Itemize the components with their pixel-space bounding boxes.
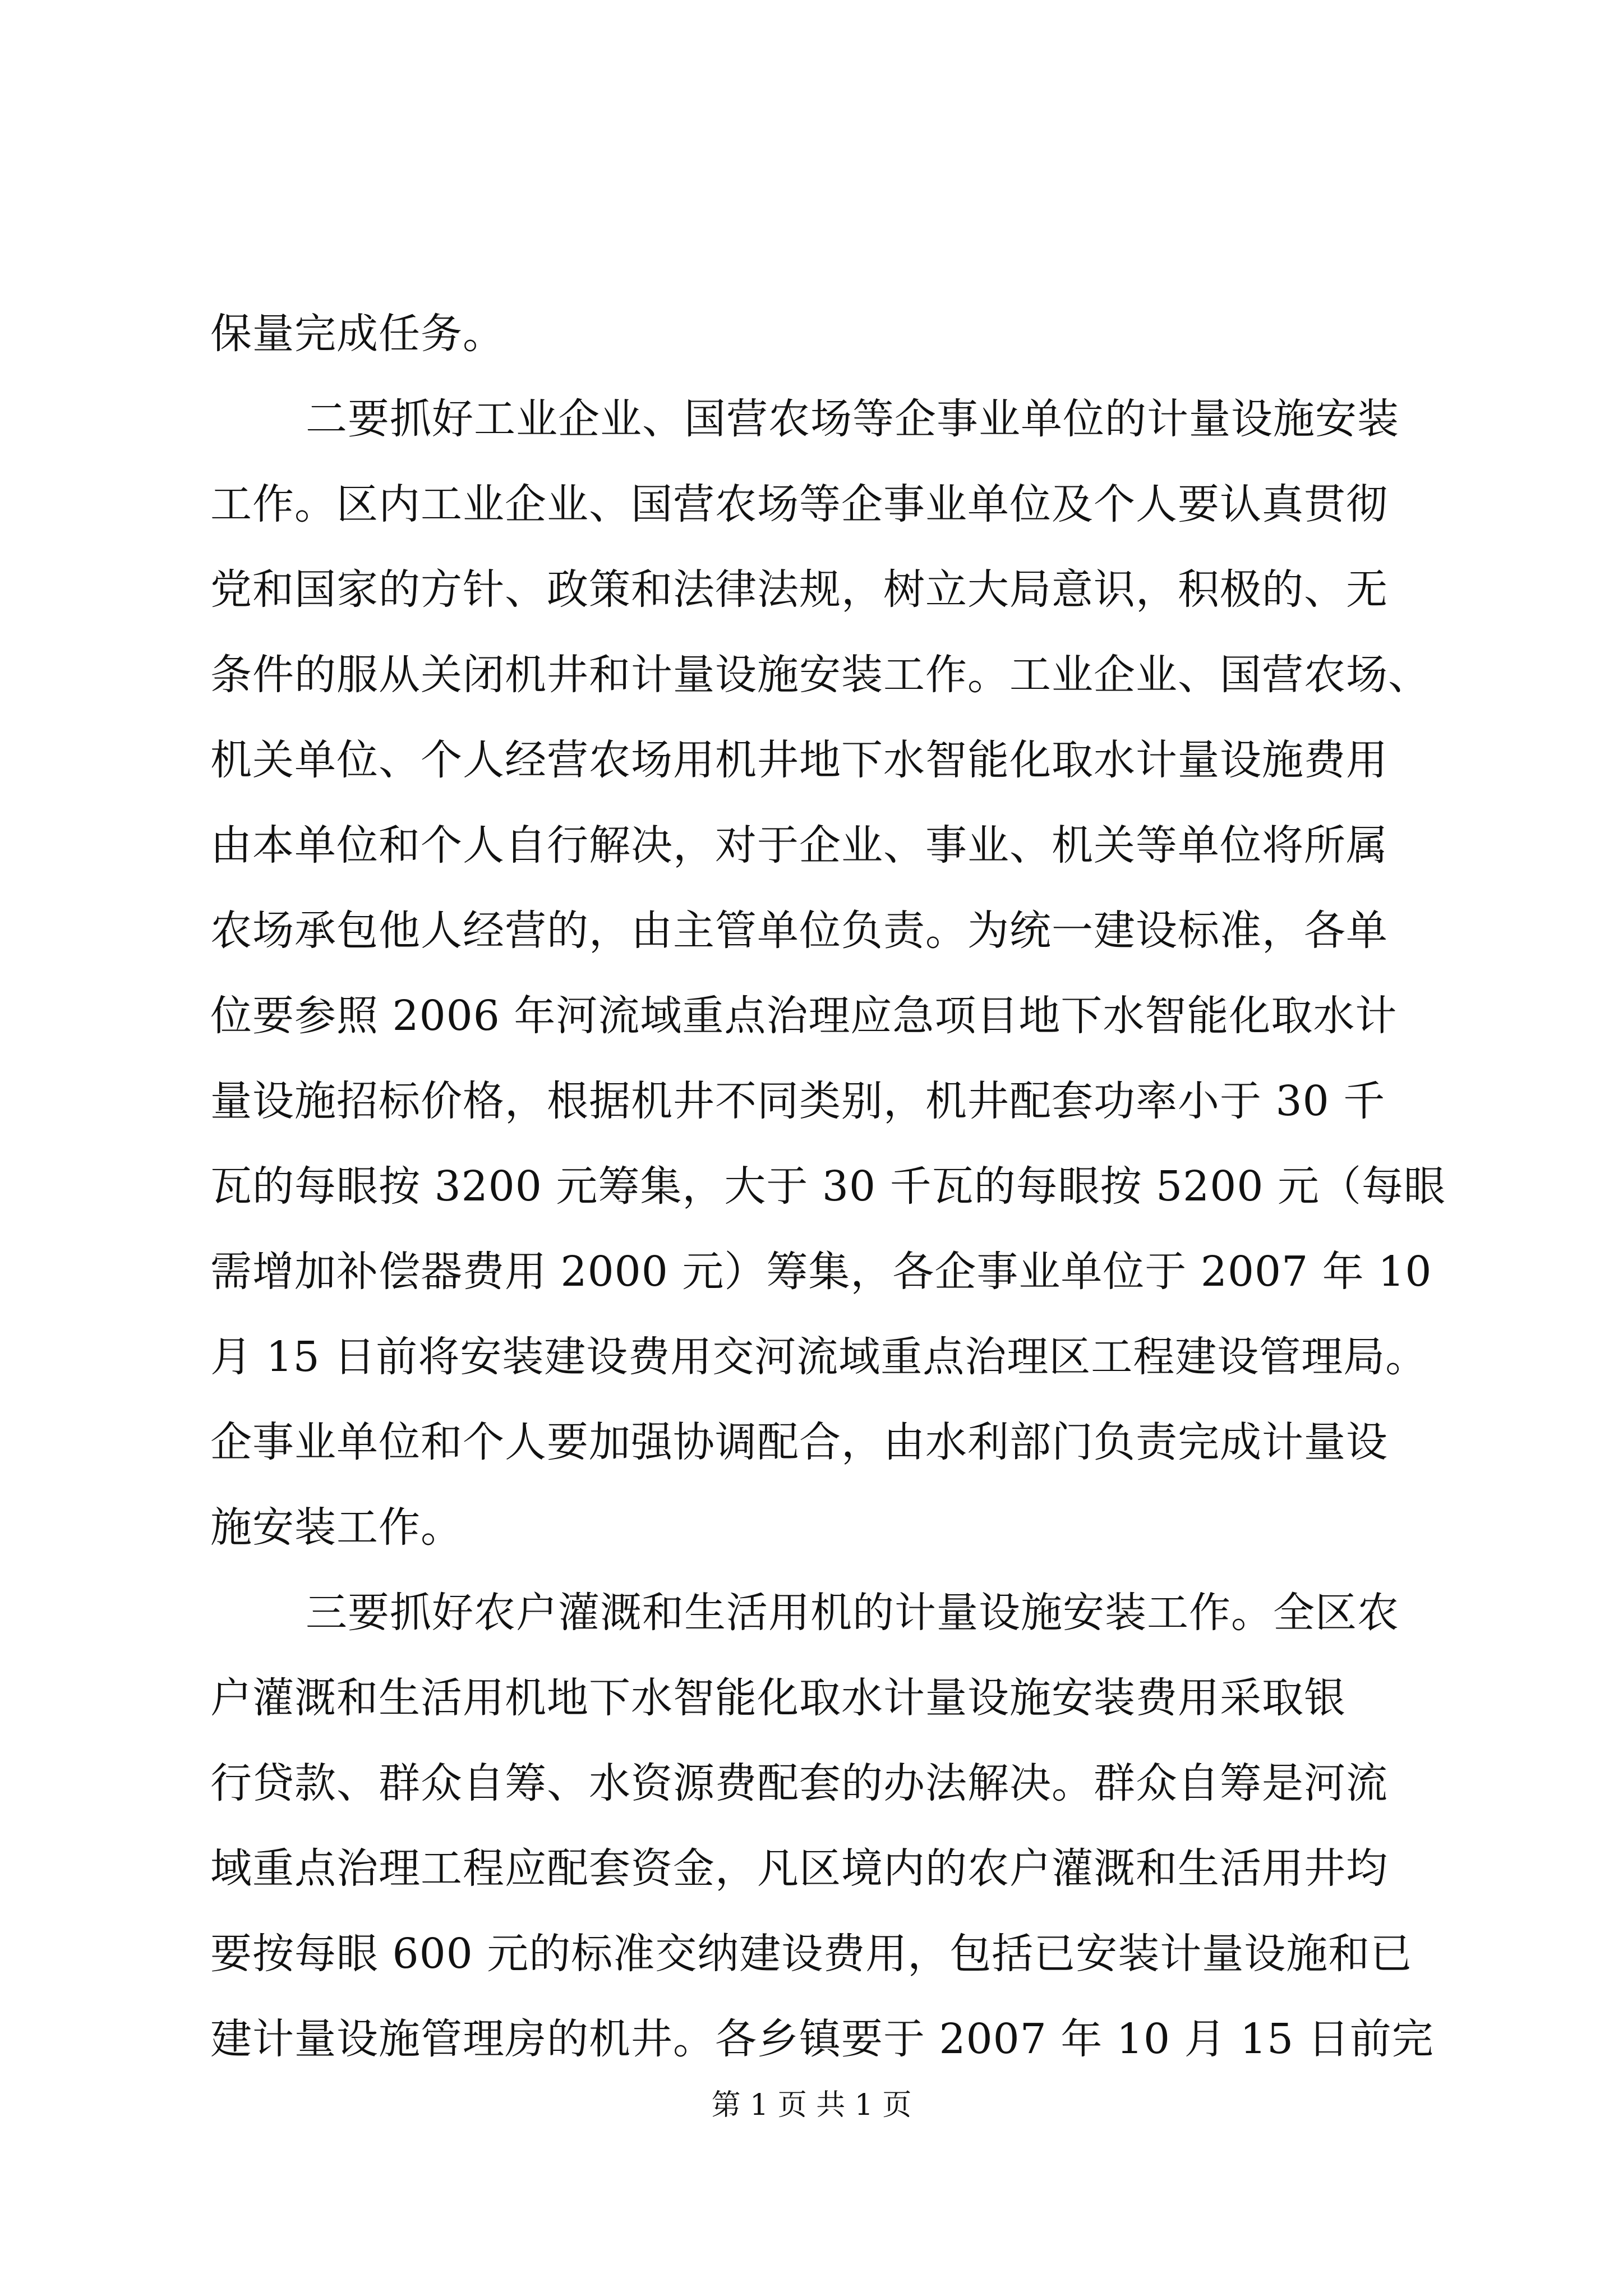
text-line-11: 瓦的每眼按 3200 元筹集，大于 30 千瓦的每眼按 5200 元（每眼 — [210, 1162, 1446, 1211]
text-line-19: 域重点治理工程应配套资金，凡区境内的农户灌溉和生活用井均 — [210, 1844, 1388, 1893]
text-line-15: 施安装工作。 — [210, 1503, 463, 1552]
text-line-10: 量设施招标价格，根据机井不同类别，机井配套功率小于 30 千 — [210, 1077, 1386, 1125]
text-line-13: 月 15 日前将安装建设费用交河流域重点治理区工程建设管理局。 — [210, 1333, 1428, 1381]
text-line-4: 党和国家的方针、政策和法律法规，树立大局意识，积极的、无 — [210, 565, 1388, 614]
text-line-8: 农场承包他人经营的，由主管单位负责。为统一建设标准，各单 — [210, 907, 1388, 955]
text-line-3: 工作。区内工业企业、国营农场等企事业单位及个人要认真贯彻 — [210, 480, 1388, 528]
text-line-5: 条件的服从关闭机井和计量设施安装工作。工业企业、国营农场、 — [210, 651, 1430, 699]
paragraph-3-start: 三要抓好农户灌溉和生活用机的计量设施安装工作。全区农 — [306, 1589, 1399, 1637]
text-line-1: 保量完成任务。 — [210, 310, 505, 358]
text-line-12: 需增加补偿器费用 2000 元）筹集，各企事业单位于 2007 年 10 — [210, 1248, 1432, 1296]
text-line-18: 行贷款、群众自筹、水资源费配套的办法解决。群众自筹是河流 — [210, 1759, 1388, 1807]
paragraph-2-start: 二要抓好工业企业、国营农场等企事业单位的计量设施安装 — [306, 395, 1399, 443]
text-line-21: 建计量设施管理房的机井。各乡镇要于 2007 年 10 月 15 日前完 — [210, 2015, 1434, 2063]
text-line-7: 由本单位和个人自行解决，对于企业、事业、机关等单位将所属 — [210, 821, 1388, 869]
text-line-6: 机关单位、个人经营农场用机井地下水智能化取水计量设施费用 — [210, 736, 1388, 784]
page-footer: 第 1 页 共 1 页 — [711, 2088, 912, 2122]
text-line-17: 户灌溉和生活用机地下水智能化取水计量设施安装费用采取银 — [210, 1674, 1346, 1722]
text-line-9: 位要参照 2006 年河流域重点治理应急项目地下水智能化取水计 — [210, 992, 1398, 1040]
text-line-14: 企事业单位和个人要加强协调配合，由水利部门负责完成计量设 — [210, 1418, 1388, 1466]
text-line-20: 要按每眼 600 元的标准交纳建设费用，包括已安装计量设施和已 — [210, 1930, 1413, 1978]
